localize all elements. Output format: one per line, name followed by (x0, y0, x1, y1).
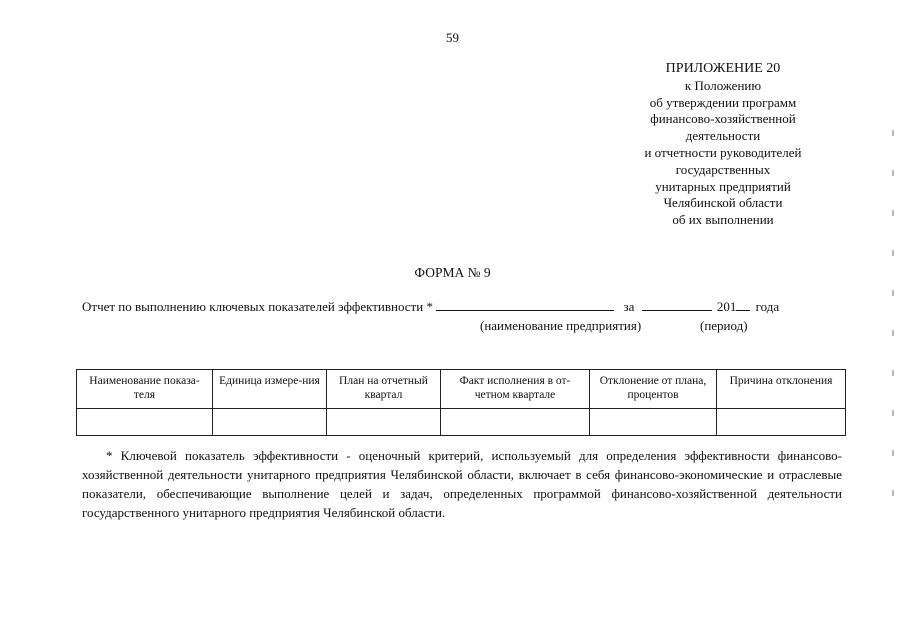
appendix-line: об их выполнении (672, 212, 774, 228)
table-cell[interactable] (590, 409, 717, 436)
appendix-line: деятельности (685, 128, 761, 144)
table-cell[interactable] (213, 409, 327, 436)
appendix-line: государственных (675, 161, 771, 177)
report-heading-text: Отчет по выполнению ключевых показателей эффективности * (82, 299, 433, 314)
table-cell[interactable] (441, 409, 590, 436)
report-heading-line (82, 298, 779, 315)
table-cell[interactable] (77, 409, 213, 436)
column-header-unit: Единица измере-ния (213, 370, 327, 409)
table-cell[interactable] (717, 409, 846, 436)
table-cell[interactable] (327, 409, 441, 436)
appendix-title: ПРИЛОЖЕНИЕ 20 (665, 61, 781, 76)
caption-period: (период) (700, 318, 748, 333)
column-header-plan: План на отчетный квартал (327, 370, 441, 409)
appendix-block (600, 61, 846, 229)
scan-edge-marks (892, 130, 894, 530)
kpi-table (76, 369, 846, 436)
column-header-fact: Факт исполнения в от-четном квартале (441, 370, 590, 409)
appendix-line: Челябинской области (663, 195, 783, 211)
page-number: 59 (446, 30, 459, 45)
report-za-label: за (623, 299, 635, 314)
enterprise-name-blank[interactable] (436, 298, 614, 311)
table-header-row (77, 370, 846, 409)
appendix-line: к Положению (684, 77, 762, 93)
period-blank[interactable] (642, 298, 712, 311)
form-title: ФОРМА № 9 (414, 265, 491, 280)
caption-enterprise-name: (наименование предприятия) (480, 318, 642, 333)
report-year-suffix: года (755, 299, 780, 314)
column-header-deviation: Отклонение от плана, процентов (590, 370, 717, 409)
footnote: * Ключевой показатель эффективности - оценочный критерий, используемый для определения эффективности финансово-хозяйственной деятельности унитарного предприятия Челябинской области, включает в себя финансово-экономические и отраслевые показатели, обеспечивающие выполнение целей и задач, определенных программой финансово-хозяйственной деятельности государственного унитарного предприятия Челябинской области. (82, 448, 842, 520)
column-header-indicator-name: Наименование показа-теля (77, 370, 213, 409)
column-header-reason: Причина отклонения (717, 370, 846, 409)
appendix-line: финансово-хозяйственной (650, 111, 796, 127)
report-year-prefix: 201 (716, 299, 737, 314)
appendix-line: об утверждении программ (649, 94, 797, 110)
appendix-line: унитарных предприятий (655, 178, 791, 194)
year-blank[interactable] (736, 298, 750, 311)
appendix-line: и отчетности руководителей (644, 144, 802, 160)
table-row (77, 409, 846, 436)
